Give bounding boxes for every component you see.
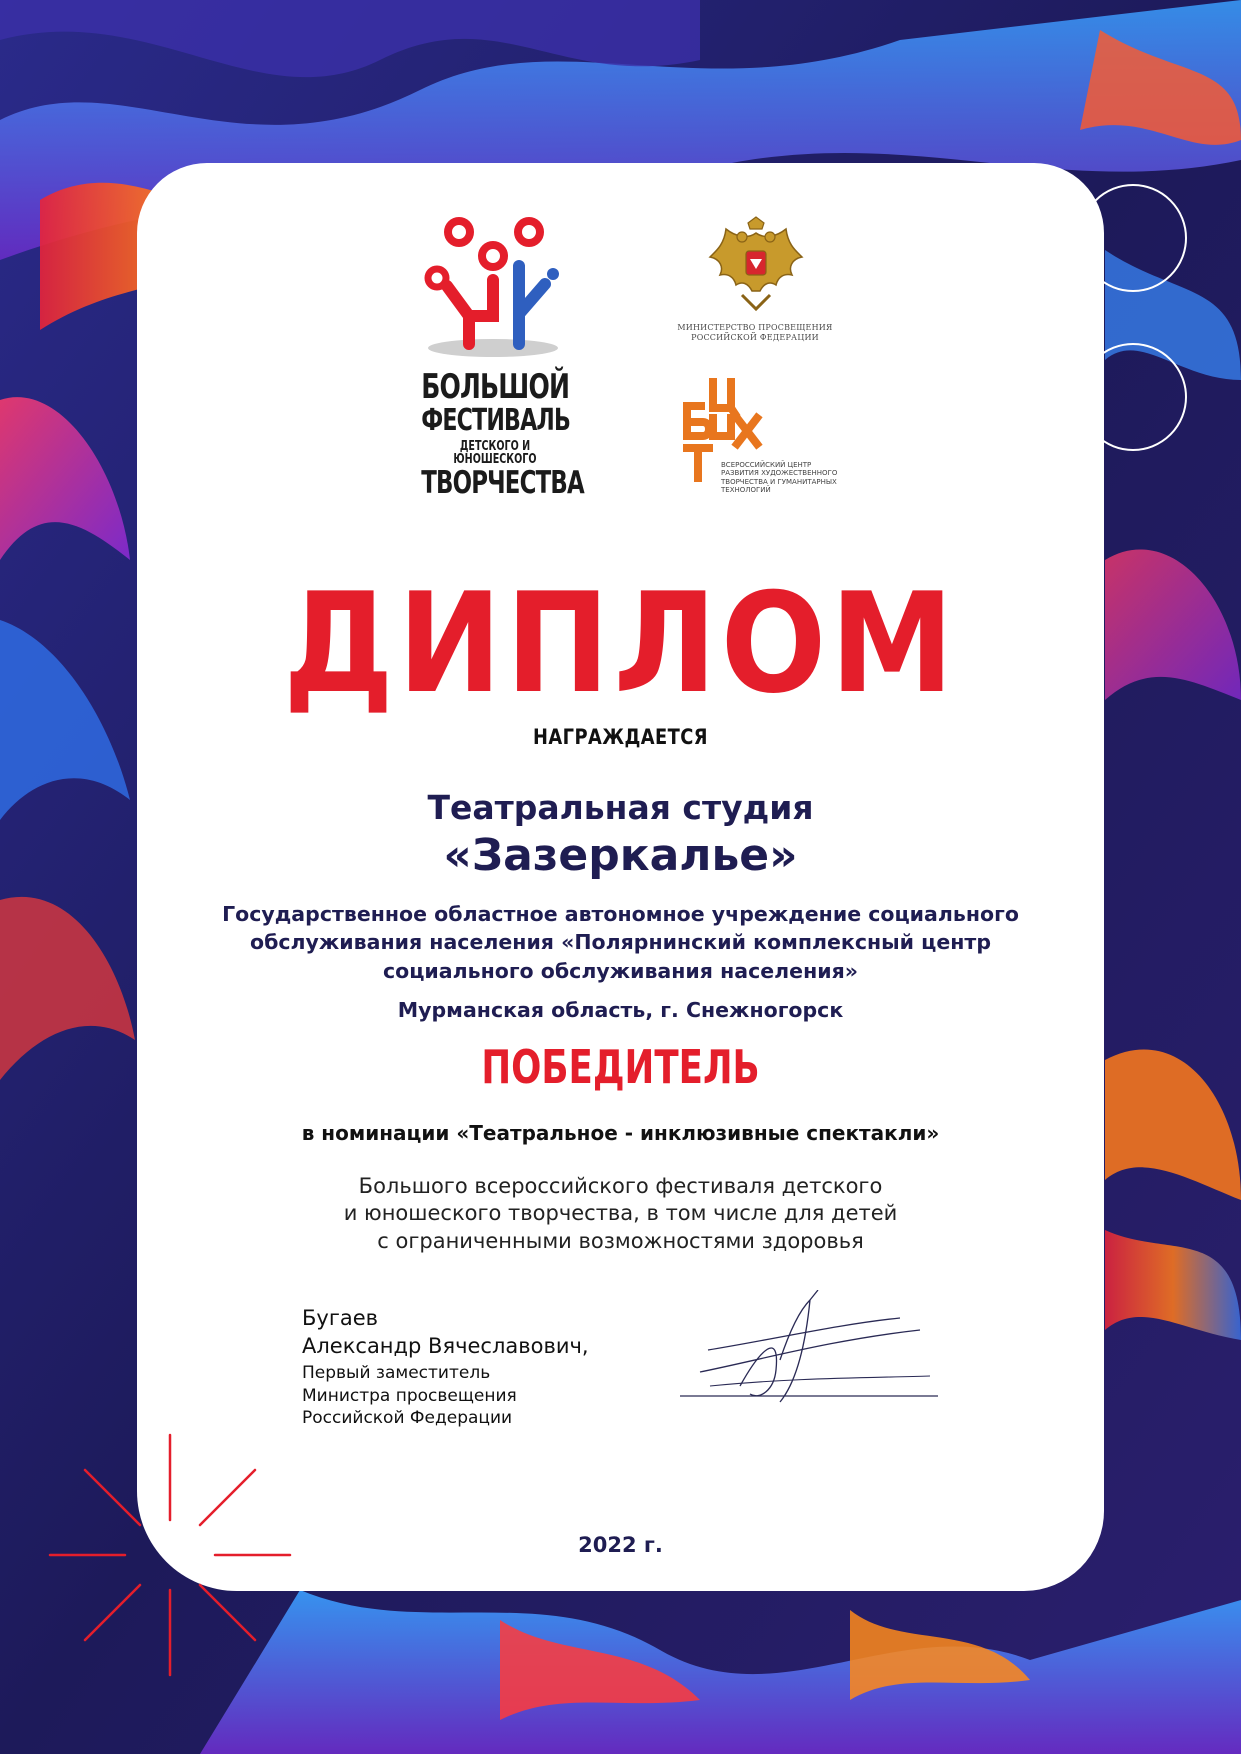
vcx-line: ВСЕРОССИЙСКИЙ ЦЕНТР xyxy=(721,461,812,469)
double-headed-eagle-emblem-icon xyxy=(706,215,806,315)
diploma-title: ДИПЛОМ xyxy=(283,563,958,724)
organization-name xyxy=(180,900,1061,985)
ministry-logo-text xyxy=(670,323,840,343)
festival-logo-line: ТВОРЧЕСТВА xyxy=(421,465,584,501)
handwritten-signature xyxy=(680,1290,940,1410)
festival-logo-line: БОЛЬШОЙ xyxy=(421,367,570,407)
region-label: Мурманская область, г. Снежногорск xyxy=(397,998,844,1022)
signer-position xyxy=(302,1362,602,1430)
nomination-label: в номинации «Театральное - инклюзивные спектакли» xyxy=(301,1121,940,1145)
vcx-logo-text xyxy=(721,461,841,495)
ministry-line: РОССИЙСКОЙ ФЕДЕРАЦИИ xyxy=(691,333,819,342)
festival-description-line: с ограниченными возможностями здоровья xyxy=(377,1228,864,1253)
festival-description xyxy=(180,1173,1061,1255)
festival-logo-text xyxy=(421,367,584,501)
recipient-line: Театральная студия xyxy=(427,788,814,827)
signer-position-line: Российской Федерации xyxy=(302,1408,513,1429)
festival-logo-line: ФЕСТИВАЛЬ xyxy=(421,403,570,438)
vcx-line: ТВОРЧЕСТВА И ГУМАНИТАРНЫХ xyxy=(721,477,837,486)
recipient-name: «Зазеркалье» xyxy=(443,830,798,881)
ministry-logo xyxy=(670,215,840,345)
signer-given-name: Александр Вячеславович, xyxy=(302,1333,589,1358)
signer-position-line: Министра просвещения xyxy=(302,1385,517,1406)
vcx-line: ТЕХНОЛОГИЙ xyxy=(721,486,771,495)
vcx-logo xyxy=(683,378,843,498)
diploma-year: 2022 г. xyxy=(578,1533,663,1557)
award-status: ПОБЕДИТЕЛЬ xyxy=(481,1040,760,1094)
ministry-line: МИНИСТЕРСТВО ПРОСВЕЩЕНИЯ xyxy=(677,323,833,332)
signer-position-line: Первый заместитель xyxy=(302,1363,491,1383)
awarded-label: НАГРАЖДАЕТСЯ xyxy=(533,725,708,749)
vcx-line: РАЗВИТИЯ ХУДОЖЕСТВЕННОГО xyxy=(721,469,838,478)
signer-surname: Бугаев xyxy=(302,1306,379,1330)
organization-line: социального обслуживания населения» xyxy=(382,958,858,983)
organization-line: обслуживания населения «Полярнинский комплексный центр xyxy=(249,930,991,955)
festival-logo-line: ДЕТСКОГО И ЮНОШЕСКОГО xyxy=(453,439,537,467)
organization-line: Государственное областное автономное учреждение социального xyxy=(222,902,1019,926)
festival-description-line: и юношеского творчества, в том числе для детей xyxy=(343,1201,898,1226)
decorative-spark xyxy=(40,1425,300,1685)
signer-name xyxy=(302,1305,702,1360)
card-notch xyxy=(250,210,410,330)
festival-description-line: Большого всероссийского фестиваля детского xyxy=(358,1174,883,1198)
festival-logo xyxy=(405,210,585,500)
festival-figures-icon xyxy=(423,210,563,360)
